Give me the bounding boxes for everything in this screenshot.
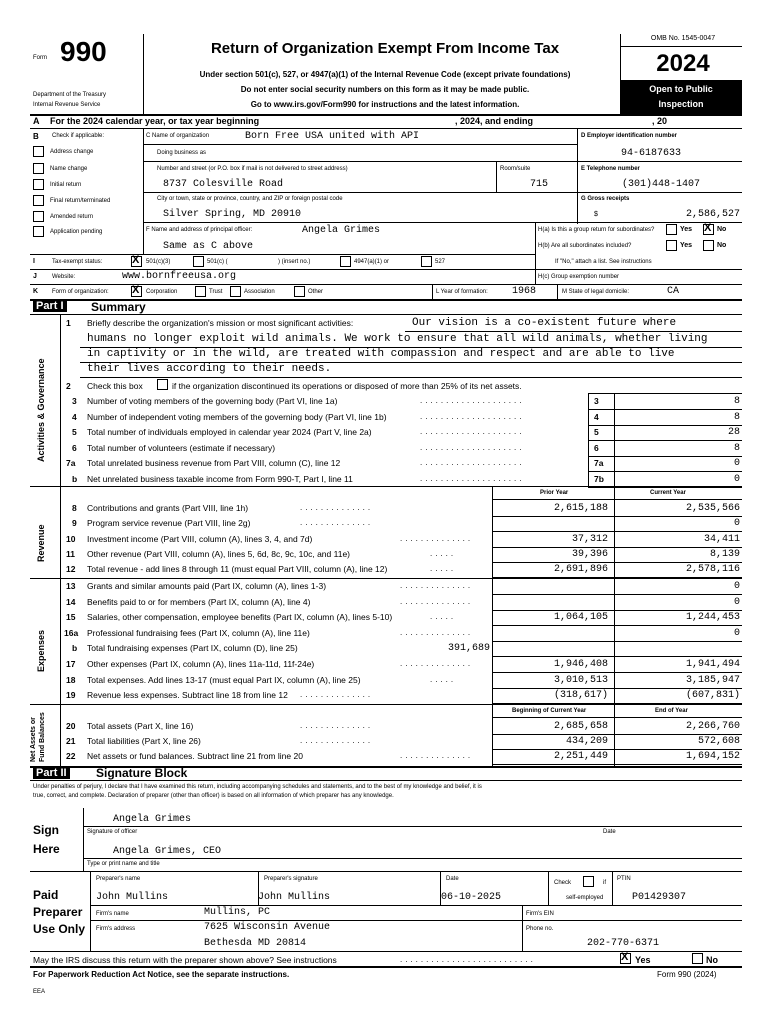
exp-current-value: 0 xyxy=(733,596,740,608)
gov-line-label: Net unrelated business taxable income from Form 990-T, Part I, line 11 xyxy=(87,473,353,484)
rev-prior-value: 39,396 xyxy=(571,548,608,560)
dot-leader: ..... xyxy=(430,612,457,622)
exp-prior-value: 3,010,513 xyxy=(553,674,608,686)
other-label: Other xyxy=(308,289,324,295)
exp-prior-value: 1,064,105 xyxy=(553,612,608,624)
gov-value: 8 xyxy=(733,411,740,423)
gov-box-number: 7b xyxy=(594,473,604,484)
paid-label: Paid xyxy=(33,888,59,902)
exp-line-number: 15 xyxy=(66,612,76,623)
firm-phone: 202-770-6371 xyxy=(587,938,660,949)
part2-tag: Part II xyxy=(33,767,70,779)
gov-line-label: Total number of volunteers (estimate if necessary) xyxy=(87,442,276,453)
gov-line-number: 3 xyxy=(72,396,77,406)
ha-yes-label: Yes xyxy=(680,226,693,233)
gov-line-label: Number of independent voting members of the governing body (Part VI, line 1b) xyxy=(87,411,387,422)
dot-leader: .............. xyxy=(300,736,374,745)
form-of-org-label: Form of organization: xyxy=(52,289,109,295)
dot-leader: .............. xyxy=(400,751,474,760)
rev-line-number: 9 xyxy=(72,518,77,529)
ein-label: D Employer identification number xyxy=(581,133,678,139)
preparer-sig-label: Preparer's signature xyxy=(264,876,318,882)
na-line-number: 20 xyxy=(66,721,76,731)
firm-address-1: 7625 Wisconsin Avenue xyxy=(204,922,331,933)
label-address-change: Address change xyxy=(50,149,94,155)
rev-prior-value: 37,312 xyxy=(571,533,608,545)
exp-line-number: b xyxy=(72,643,78,654)
perjury-line-1: Under penalties of perjury, I declare that I have examined this return, including accompanying schedules and statements, and to the best of my knowledge and belief, it is xyxy=(33,784,482,790)
ein-value: 94-6187633 xyxy=(621,148,682,159)
officer-address: Same as C above xyxy=(163,241,254,252)
use-only-label: Use Only xyxy=(33,922,86,936)
rev-line-number: 12 xyxy=(66,564,76,575)
label-amended-return: Amended return xyxy=(50,214,94,220)
dot-leader: .............. xyxy=(300,721,374,730)
gov-box-number: 3 xyxy=(594,396,599,406)
perjury-line-2: true, correct, and complete. Declaration of preparer (other than officer) is based on all information of which preparer has any knowledge. xyxy=(33,793,394,799)
rev-line-label: Total revenue - add lines 8 through 11 (must equal Part VIII, column (A), line 12) xyxy=(87,564,388,575)
firm-name: Mullins, PC xyxy=(204,907,271,918)
side-net-assets-1: Net Assets or xyxy=(30,717,37,762)
line2-check-label: Check this box xyxy=(87,381,143,391)
exp-current-value: 3,185,947 xyxy=(685,674,740,686)
gov-box-number: 5 xyxy=(594,427,599,437)
tax-year: 2024 xyxy=(656,50,710,77)
form-subtitle-1: Under section 501(c), 527, or 4947(a)(1) of the Internal Revenue Code (except private foundations) xyxy=(199,70,571,79)
exp-line-number: 19 xyxy=(66,690,76,701)
rev-line-number: 11 xyxy=(66,548,75,559)
dot-leader: .............. xyxy=(400,596,474,606)
na-line-number: 21 xyxy=(66,736,76,746)
line2-text: if the organization discontinued its operations or disposed of more than 25% of its net assets. xyxy=(172,381,522,391)
other-checkbox[interactable] xyxy=(294,286,305,297)
dot-leader: .................... xyxy=(420,458,525,467)
na-line-number: 22 xyxy=(66,751,76,761)
gov-value: 0 xyxy=(733,458,740,469)
rev-line-label: Program service revenue (Part VIII, line 2g) xyxy=(87,518,251,529)
exp-line-label: Grants and similar amounts paid (Part IX, column (A), lines 1-3) xyxy=(87,581,327,591)
dba-label: Doing business as xyxy=(157,150,207,156)
checkbox-name-change[interactable] xyxy=(33,163,44,174)
discuss-no-label: No xyxy=(706,955,718,965)
dot-leader: .............. xyxy=(400,533,474,543)
exp-current-value: (607,831) xyxy=(685,690,740,702)
type-print-label: Type or print name and title xyxy=(87,861,160,867)
exp-line-label: Other expenses (Part IX, column (A), lines 11a-11d, 11f-24e) xyxy=(87,659,315,669)
na-current-value: 1,694,152 xyxy=(685,751,740,762)
checkbox-initial-return[interactable] xyxy=(33,179,44,190)
exp-current-value: 0 xyxy=(733,627,740,639)
org-room: 715 xyxy=(530,179,549,190)
side-expenses: Expenses xyxy=(36,629,46,672)
firm-ein-label: Firm's EIN xyxy=(526,911,554,917)
preparer-name-label: Preparer's name xyxy=(96,876,141,882)
dot-leader: .............. xyxy=(400,659,474,668)
phone-no-label: Phone no. xyxy=(526,926,554,932)
hb-no-checkbox[interactable] xyxy=(703,240,714,251)
gov-box-number: 6 xyxy=(594,442,599,453)
4947-checkbox[interactable] xyxy=(340,256,351,267)
mission-line-2: humans no longer exploit wild animals. We work to ensure that all wild animals, whether living xyxy=(87,333,708,345)
line-a-end: , 20 xyxy=(652,116,668,126)
dot-leader: .............. xyxy=(300,503,374,512)
boy-header: Beginning of Current Year xyxy=(512,708,587,714)
gov-line-number: 4 xyxy=(72,411,77,422)
na-line-label: Total assets (Part X, line 16) xyxy=(87,721,194,731)
org-name-label: C Name of organization xyxy=(146,133,210,139)
na-line-label: Total liabilities (Part X, line 26) xyxy=(87,736,201,746)
exp-line-number: 17 xyxy=(66,659,76,669)
hb-no-label: No xyxy=(717,242,727,249)
exp-line-label: Revenue less expenses. Subtract line 18 from line 12 xyxy=(87,690,288,701)
self-employed-label: self-employed xyxy=(566,895,604,901)
omb-number: OMB No. 1545-0047 xyxy=(650,35,716,42)
exp-current-value: 1,244,453 xyxy=(685,612,740,624)
gov-box-number: 4 xyxy=(594,411,599,422)
year-formation-value: 1968 xyxy=(512,286,537,297)
gov-value: 0 xyxy=(733,473,740,485)
line-a-label: For the 2024 calendar year, or tax year beginning xyxy=(50,116,260,126)
form-word: Form xyxy=(33,55,47,61)
na-prior-value: 434,209 xyxy=(565,736,608,747)
tax-exempt-label: Tax-exempt status: xyxy=(52,259,103,265)
gov-line-label: Number of voting members of the governing body (Part VI, line 1a) xyxy=(87,396,338,406)
trust-checkbox[interactable] xyxy=(195,286,206,297)
gov-value: 8 xyxy=(733,396,740,407)
dot-leader: .................... xyxy=(420,473,525,483)
gov-value: 28 xyxy=(727,427,740,438)
mission-line-3: in captivity or in the wild, are treated with compassion and respect and are able to live xyxy=(87,348,675,360)
preparer-ptin: P01429307 xyxy=(632,892,687,903)
gov-line-label: Total number of individuals employed in calendar year 2024 (Part V, line 2a) xyxy=(87,427,372,437)
exp-prior-value: (318,617) xyxy=(553,690,608,702)
527-label: 527 xyxy=(435,259,446,265)
dot-leader: .................... xyxy=(420,411,525,421)
ha-no-x: X xyxy=(704,222,712,234)
dot-leader: .................... xyxy=(420,427,525,436)
gov-line-number: 7a xyxy=(66,458,76,468)
signature-date-label: Date xyxy=(603,829,616,835)
officer-label: F Name and address of principal officer: xyxy=(146,227,253,233)
self-employed-checkbox[interactable] xyxy=(583,876,594,887)
part1-tag: Part I xyxy=(33,300,67,312)
dot-leader: .............. xyxy=(400,627,474,637)
prior-year-header: Prior Year xyxy=(540,490,569,496)
association-checkbox[interactable] xyxy=(230,286,241,297)
gov-line-label: Total unrelated business revenue from Part VIII, column (C), line 12 xyxy=(87,458,341,468)
ptin-label: PTIN xyxy=(617,876,631,882)
line-a-mid: , 2024, and ending xyxy=(455,116,534,126)
preparer-label: Preparer xyxy=(33,905,83,919)
form-subtitle-3: Go to www.irs.gov/Form990 for instructions and the latest information. xyxy=(250,100,520,109)
eea-mark: EEA xyxy=(33,989,46,995)
org-name: Born Free USA united with API xyxy=(245,131,420,142)
label-name-change: Name change xyxy=(50,166,88,172)
501c-label: 501(c) ( xyxy=(207,259,228,265)
exp-current-value: 0 xyxy=(733,581,740,592)
exp-line-label: Salaries, other compensation, employee benefits (Part IX, column (A), lines 5-10) xyxy=(87,612,393,623)
na-prior-value: 2,251,449 xyxy=(553,751,608,762)
ha-yes-checkbox[interactable] xyxy=(666,224,677,235)
hb-yes-label: Yes xyxy=(680,242,693,249)
exp-prior-value: 1,946,408 xyxy=(553,659,608,670)
mission-line-1: Our vision is a co-existent future where xyxy=(412,317,677,329)
inspection: Inspection xyxy=(658,99,704,109)
gov-line-number: b xyxy=(72,473,78,484)
irs-discuss-question: May the IRS discuss this return with the preparer shown above? See instructions xyxy=(33,955,337,965)
signature-officer-label: Signature of officer xyxy=(87,829,138,835)
trust-label: Trust xyxy=(209,289,223,295)
dot-leader: .............. xyxy=(300,690,374,700)
part1-title: Summary xyxy=(91,300,146,314)
side-revenue: Revenue xyxy=(36,524,46,562)
na-current-value: 2,266,760 xyxy=(685,721,740,732)
preparer-date-label: Date xyxy=(446,876,459,882)
hb-label: H(b) Are all subordinates included? xyxy=(538,243,632,249)
rev-prior-value: 2,615,188 xyxy=(553,503,608,514)
mission-line-4: their lives according to their needs. xyxy=(87,363,332,375)
street-label: Number and street (or P.O. box if mail is not delivered to street address) xyxy=(157,166,348,172)
rev-current-value: 2,578,116 xyxy=(685,564,740,576)
form-subtitle-2: Do not enter social security numbers on this form as it may be made public. xyxy=(240,85,530,94)
discuss-yes-label: Yes xyxy=(635,955,651,965)
dot-leader: .............. xyxy=(300,518,374,528)
rev-current-value: 34,411 xyxy=(703,533,740,545)
ha-no-label: No xyxy=(717,226,727,233)
gov-box-number: 7a xyxy=(594,458,604,468)
dept-irs: Internal Revenue Service xyxy=(33,102,101,108)
association-label: Association xyxy=(244,289,275,295)
exp-line-label: Total fundraising expenses (Part IX, column (D), line 25) xyxy=(87,643,298,654)
check-label: Check xyxy=(554,880,572,886)
rev-line-label: Investment income (Part VIII, column (A), lines 3, 4, and 7d) xyxy=(87,533,313,544)
rev-current-value: 8,139 xyxy=(709,548,740,560)
phone-value: (301)448-1407 xyxy=(622,179,701,190)
firm-name-label: Firm's name xyxy=(96,911,129,917)
form-title: Return of Organization Exempt From Income Tax xyxy=(210,40,560,57)
exp-line-label: Benefits paid to or for members (Part IX, column (A), line 4) xyxy=(87,596,311,607)
rev-line-label: Other revenue (Part VIII, column (A), lines 5, 6d, 8c, 9c, 10c, and 11e) xyxy=(87,548,350,559)
website-label: Website: xyxy=(52,274,76,280)
exp-line-label: Professional fundraising fees (Part IX, column (A), line 11e) xyxy=(87,627,310,638)
open-public: Open to Public xyxy=(649,84,713,94)
discuss-no-checkbox[interactable] xyxy=(692,953,703,964)
exp-current-value: 1,941,494 xyxy=(685,659,740,670)
line2-checkbox[interactable] xyxy=(157,379,168,390)
gov-line-number: 5 xyxy=(72,427,77,437)
na-line-label: Net assets or fund balances. Subtract line 21 from line 20 xyxy=(87,751,303,761)
firm-address-2: Bethesda MD 20814 xyxy=(204,938,307,949)
dot-leader: ..... xyxy=(430,674,457,684)
dept-treasury: Department of the Treasury xyxy=(33,92,107,98)
part2-title: Signature Block xyxy=(96,766,188,780)
here-label: Here xyxy=(33,842,60,856)
gov-value: 8 xyxy=(733,442,740,454)
section-b-title: Check if applicable: xyxy=(52,133,105,139)
dot-leader: .............. xyxy=(400,581,474,590)
na-current-value: 572,608 xyxy=(697,736,740,747)
hb-yes-checkbox[interactable] xyxy=(666,240,677,251)
preparer-name: John Mullins xyxy=(96,892,169,903)
if-label: if xyxy=(603,880,606,886)
dot-leader: .................... xyxy=(420,396,525,405)
discuss-yes-x: X xyxy=(621,951,629,963)
527-checkbox[interactable] xyxy=(421,256,432,267)
na-prior-value: 2,685,658 xyxy=(553,721,608,732)
org-street: 8737 Colesville Road xyxy=(163,179,284,190)
year-formation-label: L Year of formation: xyxy=(436,289,488,295)
dot-leader: ..... xyxy=(430,564,457,574)
form-reference: Form 990 (2024) xyxy=(657,970,717,979)
label-application-pending: Application pending xyxy=(50,229,103,235)
checkbox-application-pending[interactable] xyxy=(33,226,44,237)
exp-line-number: 18 xyxy=(66,674,76,685)
ha-label: H(a) Is this a group return for subordinates? xyxy=(538,227,655,233)
4947-label: 4947(a)(1) or xyxy=(354,259,390,265)
gross-label: G Gross receipts xyxy=(581,196,630,202)
hc-label: H(c) Group exemption number xyxy=(538,274,620,280)
checkbox-final-return[interactable] xyxy=(33,195,44,206)
label-initial-return: Initial return xyxy=(50,182,82,188)
checkbox-amended-return[interactable] xyxy=(33,211,44,222)
rev-line-label: Contributions and grants (Part VIII, line 1h) xyxy=(87,503,249,513)
exp-inline-value: 391,689 xyxy=(447,643,490,655)
phone-label: E Telephone number xyxy=(581,166,640,172)
gross-dollar: $ xyxy=(594,211,598,218)
501c3-label: 501(c)(3) xyxy=(146,259,171,265)
line1-label: Briefly describe the organization's mission or most significant activities: xyxy=(87,318,354,328)
exp-line-number: 13 xyxy=(66,581,76,591)
eoy-header: End of Year xyxy=(655,708,688,714)
city-label: City or town, state or province, country, and ZIP or foreign postal code xyxy=(157,196,343,202)
pra-notice: For Paperwork Reduction Act Notice, see the separate instructions. xyxy=(33,970,290,979)
rev-line-number: 8 xyxy=(72,503,77,513)
rev-prior-value: 2,691,896 xyxy=(553,564,608,576)
preparer-date: 06-10-2025 xyxy=(441,892,502,903)
checkbox-address-change[interactable] xyxy=(33,146,44,157)
dot-leader: .................... xyxy=(420,442,525,452)
label-final-return: Final return/terminated xyxy=(50,198,111,204)
gross-value: 2,586,527 xyxy=(685,209,740,220)
firm-address-label: Firm's address xyxy=(96,926,136,932)
signer-title: Angela Grimes, CEO xyxy=(113,846,222,857)
side-net-assets-2: Fund Balances xyxy=(39,712,46,762)
website-value[interactable]: www.bornfreeusa.org xyxy=(122,271,237,282)
rev-current-value: 0 xyxy=(733,518,740,530)
org-city: Silver Spring, MD 20910 xyxy=(163,209,302,220)
corporation-label: Corporation xyxy=(146,289,178,295)
current-year-header: Current Year xyxy=(650,490,686,496)
form-number: 990 xyxy=(60,36,107,67)
domicile-label: M State of legal domicile: xyxy=(562,289,630,295)
preparer-signature: John Mullins xyxy=(258,892,331,903)
rev-line-number: 10 xyxy=(66,533,76,544)
signer-name: Angela Grimes xyxy=(113,814,192,825)
room-label: Room/suite xyxy=(500,166,531,172)
domicile-value: CA xyxy=(667,286,680,297)
hb-note: If "No," attach a list. See instructions xyxy=(555,259,652,265)
rev-current-value: 2,535,566 xyxy=(685,503,740,514)
dot-leader: ..... xyxy=(430,548,457,558)
insert-no-label: ) (insert no.) xyxy=(278,259,311,265)
gov-line-number: 6 xyxy=(72,442,77,453)
officer-name: Angela Grimes xyxy=(302,225,381,236)
exp-line-number: 16a xyxy=(64,627,79,638)
sign-label: Sign xyxy=(33,823,59,837)
exp-line-label: Total expenses. Add lines 13-17 (must equal Part IX, column (A), line 25) xyxy=(87,674,361,685)
501c-checkbox[interactable] xyxy=(193,256,204,267)
side-activities-governance: Activities & Governance xyxy=(36,358,46,462)
exp-line-number: 14 xyxy=(66,596,76,607)
